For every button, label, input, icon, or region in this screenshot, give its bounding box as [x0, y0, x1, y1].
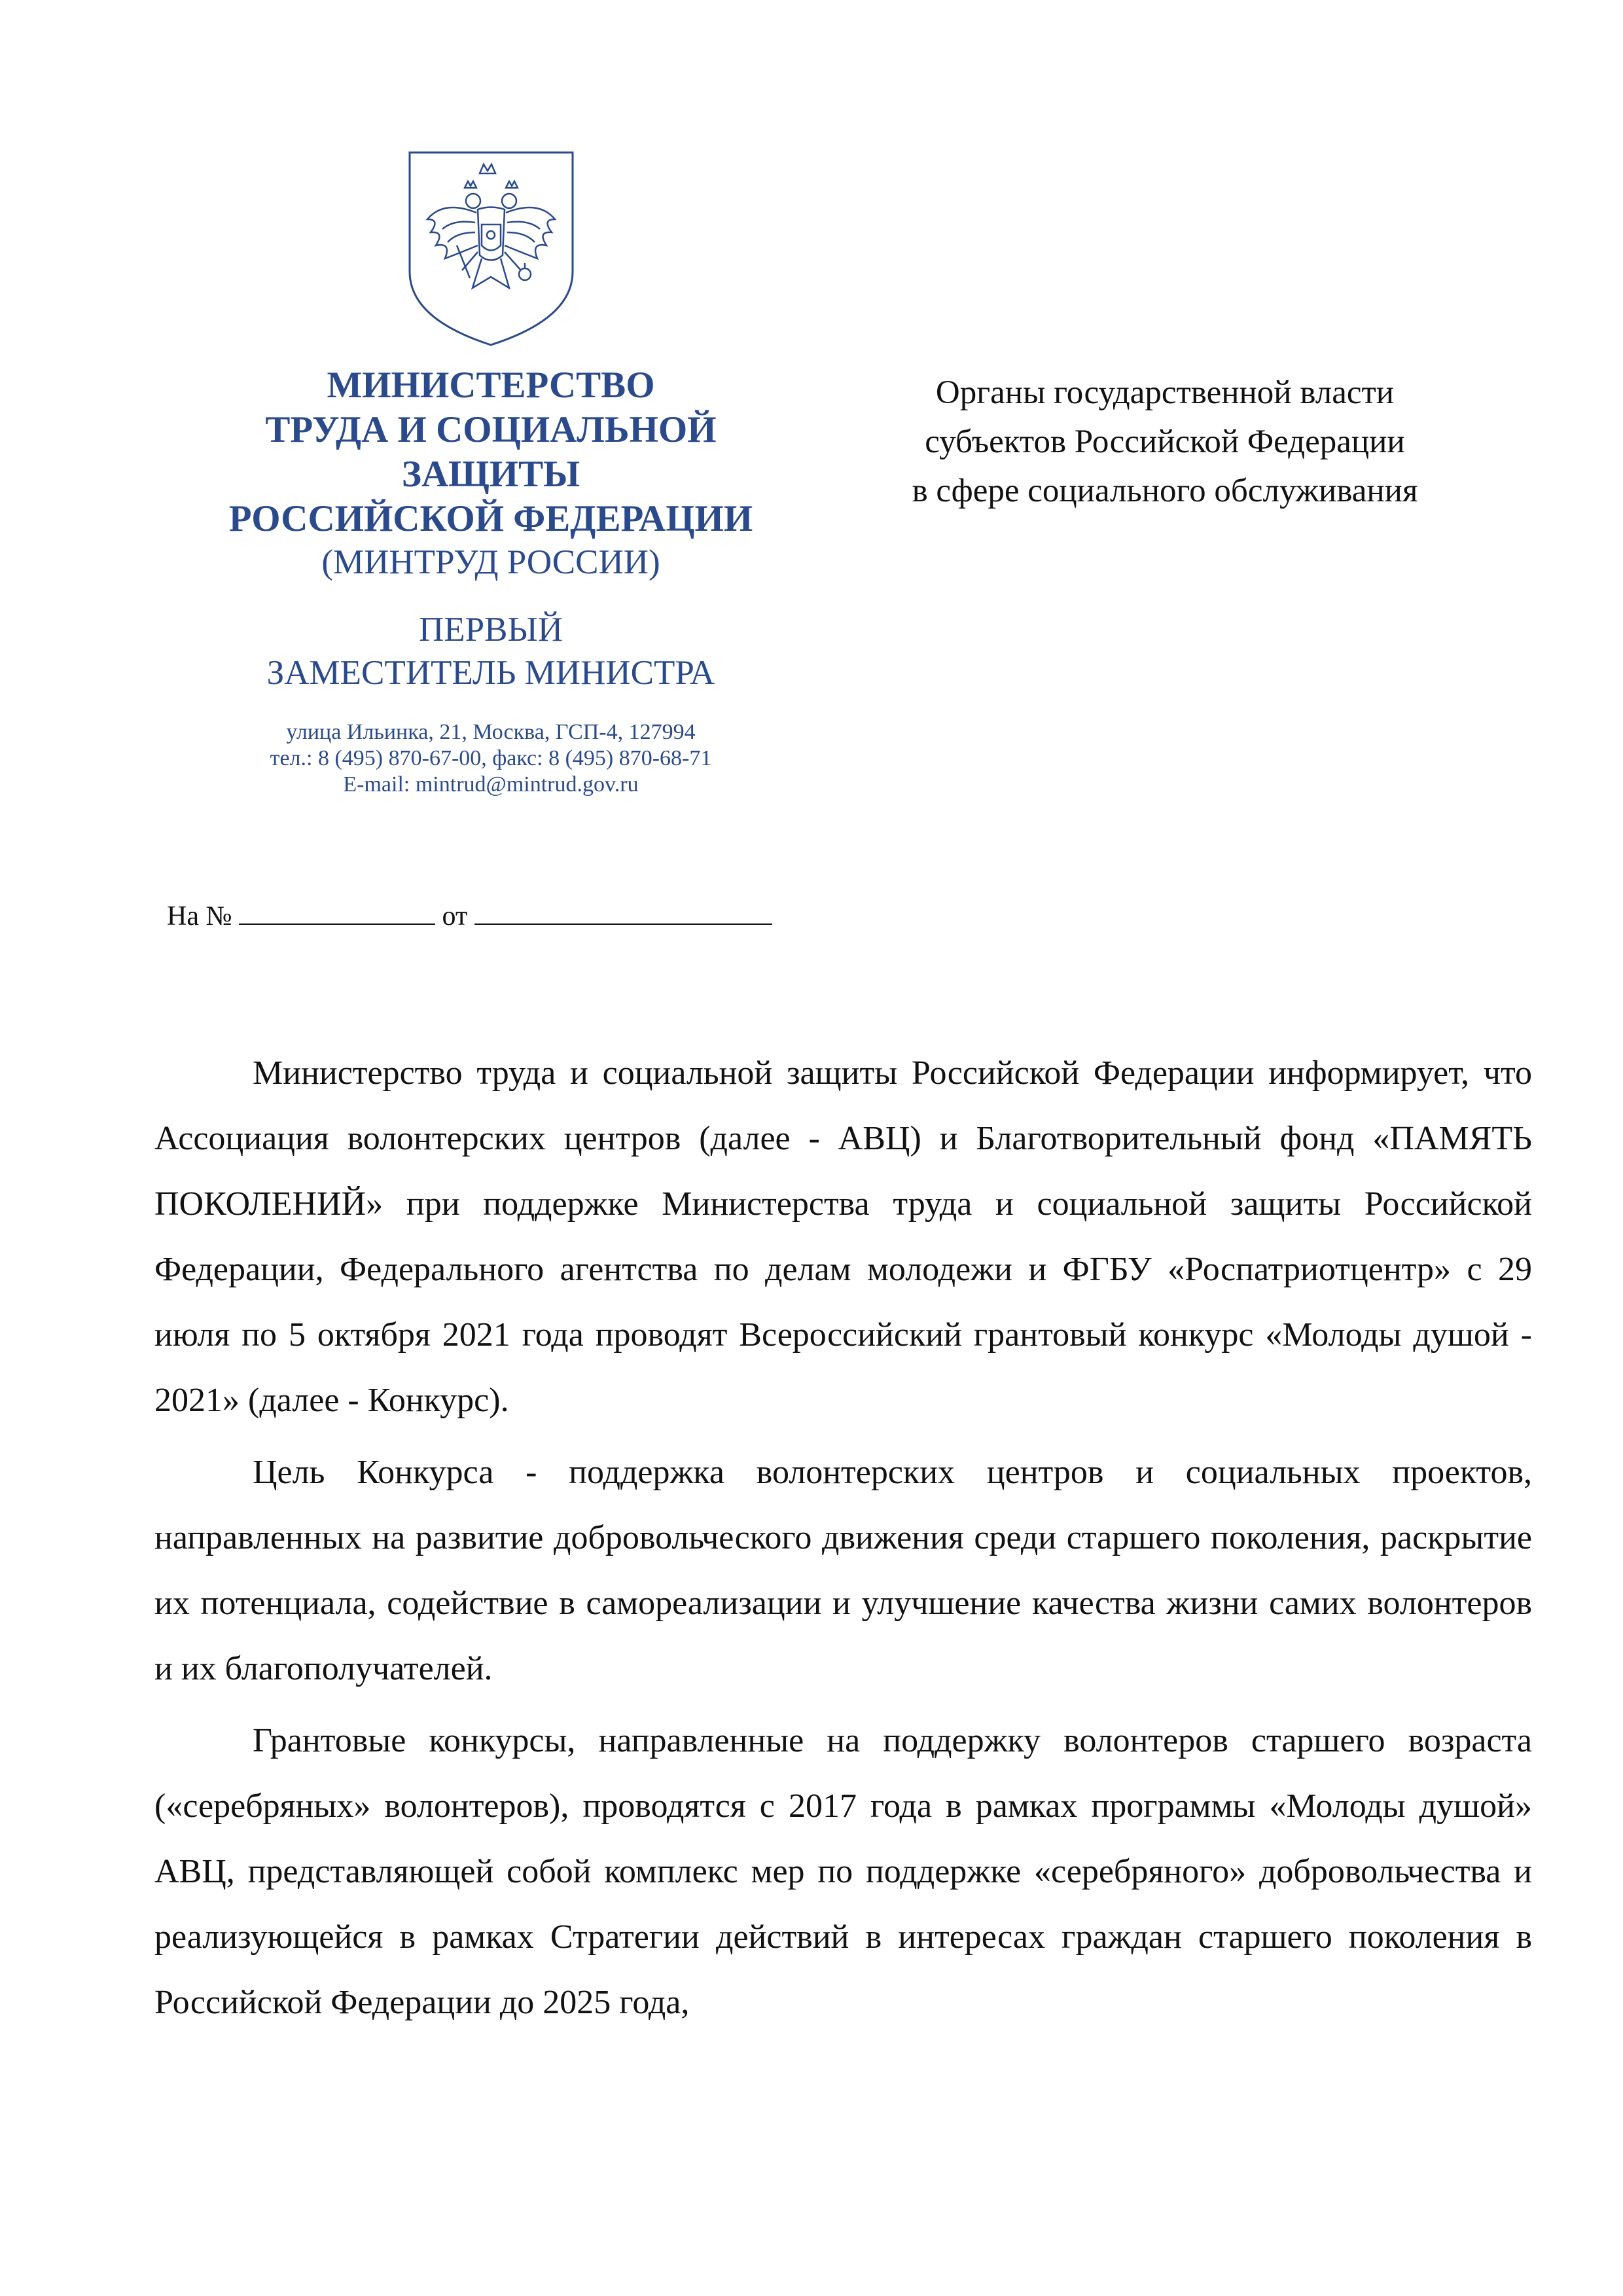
ministry-name-line: ЗАЩИТЫ — [401, 454, 580, 495]
reference-number-label: На № — [167, 901, 232, 931]
ministry-name — [196, 363, 785, 541]
letter-body — [154, 1041, 1532, 2042]
recipient-line: Органы государственной власти — [935, 374, 1395, 411]
sender-position — [196, 608, 785, 694]
contact-block — [196, 719, 785, 798]
ministry-name-line: ТРУДА И СОЦИАЛЬНОЙ — [265, 409, 717, 450]
address: улица Ильинка, 21, Москва, ГСП-4, 127994 — [286, 720, 696, 744]
russian-coat-of-arms-icon — [404, 147, 578, 350]
ministry-short-name: (МИНТРУД РОССИИ) — [321, 543, 660, 581]
letterhead — [196, 147, 785, 798]
body-paragraph: Грантовые конкурсы, направленные на поддержку волонтеров старшего возраста («серебряных» волонтеров), проводятся с 2017 года в рамках программы «Молоды душой» АВЦ, представляющей собой комплекс мер по поддержке «серебряного» добровольчества и реализующейся в рамках Стратегии действий в интересах граждан старшего поколения в Российской Федерации до 2025 года, — [154, 1722, 1532, 2021]
body-paragraph: Министерство труда и социальной защиты Российской Федерации информирует, что Ассоциация волонтерских центров (далее - АВЦ) и Благотворительный фонд «ПАМЯТЬ ПОКОЛЕНИЙ» при поддержке Министерства труда и социальной защиты Российской Федерации, Федерального агентства по делам молодежи и ФГБУ «Роспатриотцентр» с 29 июля по 5 октября 2021 года проводят Всероссийский грантовый конкурс «Молоды душой - 2021» (далее - Конкурс). — [154, 1054, 1532, 1419]
sender-position-line: ПЕРВЫЙ — [419, 611, 563, 649]
recipient-line: в сфере социального обслуживания — [912, 473, 1418, 509]
reference-number-blank — [239, 900, 435, 925]
reference-line — [167, 900, 772, 933]
ministry-name-line: РОССИЙСКОЙ ФЕДЕРАЦИИ — [228, 498, 753, 539]
reference-date-label: от — [442, 901, 468, 931]
email: E-mail: mintrud@mintrud.gov.ru — [343, 772, 639, 797]
sender-position-line: ЗАМЕСТИТЕЛЬ МИНИСТРА — [266, 654, 715, 692]
recipient-block — [825, 368, 1505, 516]
phone-fax: тел.: 8 (495) 870-67-00, факс: 8 (495) 870-68-71 — [270, 746, 712, 770]
ministry-name-line: МИНИСТЕРСТВО — [327, 365, 655, 406]
reference-date-blank — [474, 900, 772, 925]
body-paragraph: Цель Конкурса - поддержка волонтерских центров и социальных проектов, направленных на развитие добровольческого движения среди старшего поколения, раскрытие их потенциала, содействие в самореализации и улучшение качества жизни самих волонтеров и их благополучателей. — [154, 1454, 1532, 1687]
recipient-line: субъектов Российской Федерации — [925, 423, 1405, 460]
